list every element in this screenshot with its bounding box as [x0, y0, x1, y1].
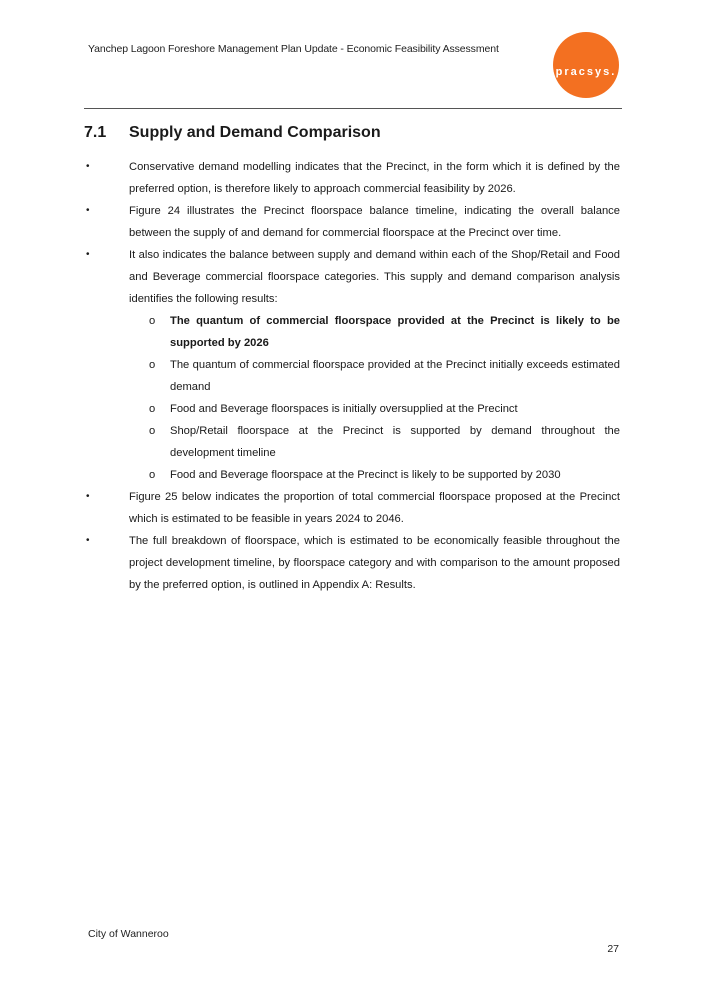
bullet-list	[84, 156, 620, 596]
result-text: Food and Beverage floorspace at the Precinct is likely to be supported by 2030	[170, 469, 561, 481]
bullet-marker: •	[86, 491, 90, 502]
bullet-text: It also indicates the balance between supply and demand within each of the Shop/Retail and Food and Beverage commercial floorspace categories. This supply and demand comparison analysis identifies the following results:	[129, 249, 620, 305]
bullet-item	[84, 244, 620, 486]
bullet-text: Figure 25 below indicates the proportion of total commercial floorspace proposed at the Precinct which is estimated to be feasible in years 2024 to 2046.	[129, 491, 620, 525]
sub-bullet-marker: o	[149, 403, 156, 415]
bullet-item	[84, 486, 620, 530]
sub-bullet-marker: o	[149, 425, 156, 437]
section-title: Supply and Demand Comparison	[129, 124, 381, 141]
result-text-bold: The quantum of commercial floorspace provided at the Precinct is likely to be supported by 2026	[170, 315, 620, 349]
bullet-marker: •	[86, 205, 90, 216]
sub-bullet-marker: o	[149, 359, 156, 371]
bullet-text: Figure 24 illustrates the Precinct floorspace balance timeline, indicating the overall balance between the supply of and demand for commercial floorspace at the Precinct over time.	[129, 205, 620, 239]
result-item	[129, 354, 620, 398]
logo-text: pracsys.	[555, 66, 617, 78]
bullet-marker: •	[86, 161, 90, 172]
content-body	[84, 156, 620, 596]
results-list	[129, 310, 620, 486]
result-text: The quantum of commercial floorspace provided at the Precinct initially exceeds estimated demand	[170, 359, 620, 393]
footer-organisation: City of Wanneroo	[88, 928, 169, 940]
bullet-item	[84, 200, 620, 244]
section-number: 7.1	[84, 124, 107, 141]
result-text: Shop/Retail floorspace at the Precinct is supported by demand throughout the development timeline	[170, 425, 620, 459]
bullet-marker: •	[86, 535, 90, 546]
page-header-title: Yanchep Lagoon Foreshore Management Plan Update - Economic Feasibility Assessment	[88, 43, 499, 55]
bullet-marker: •	[86, 249, 90, 260]
bullet-text: Conservative demand modelling indicates that the Precinct, in the form which it is defined by the preferred option, is therefore likely to approach commercial feasibility by 2026.	[129, 161, 620, 195]
page-number: 27	[607, 943, 619, 955]
result-text: Food and Beverage floorspaces is initially oversupplied at the Precinct	[170, 403, 518, 415]
result-item	[129, 398, 620, 420]
sub-bullet-marker: o	[149, 315, 156, 327]
result-item	[129, 420, 620, 464]
result-item	[129, 310, 620, 354]
sub-bullet-marker: o	[149, 469, 156, 481]
bullet-item	[84, 530, 620, 596]
pracsys-logo	[553, 32, 619, 98]
bullet-text: The full breakdown of floorspace, which is estimated to be economically feasible throughout the project development timeline, by floorspace category and with comparison to the amount proposed by the preferred option, is outlined in Appendix A: Results.	[129, 535, 620, 591]
bullet-item	[84, 156, 620, 200]
section-heading	[84, 124, 381, 142]
result-item	[129, 464, 620, 486]
header-rule	[84, 108, 622, 109]
